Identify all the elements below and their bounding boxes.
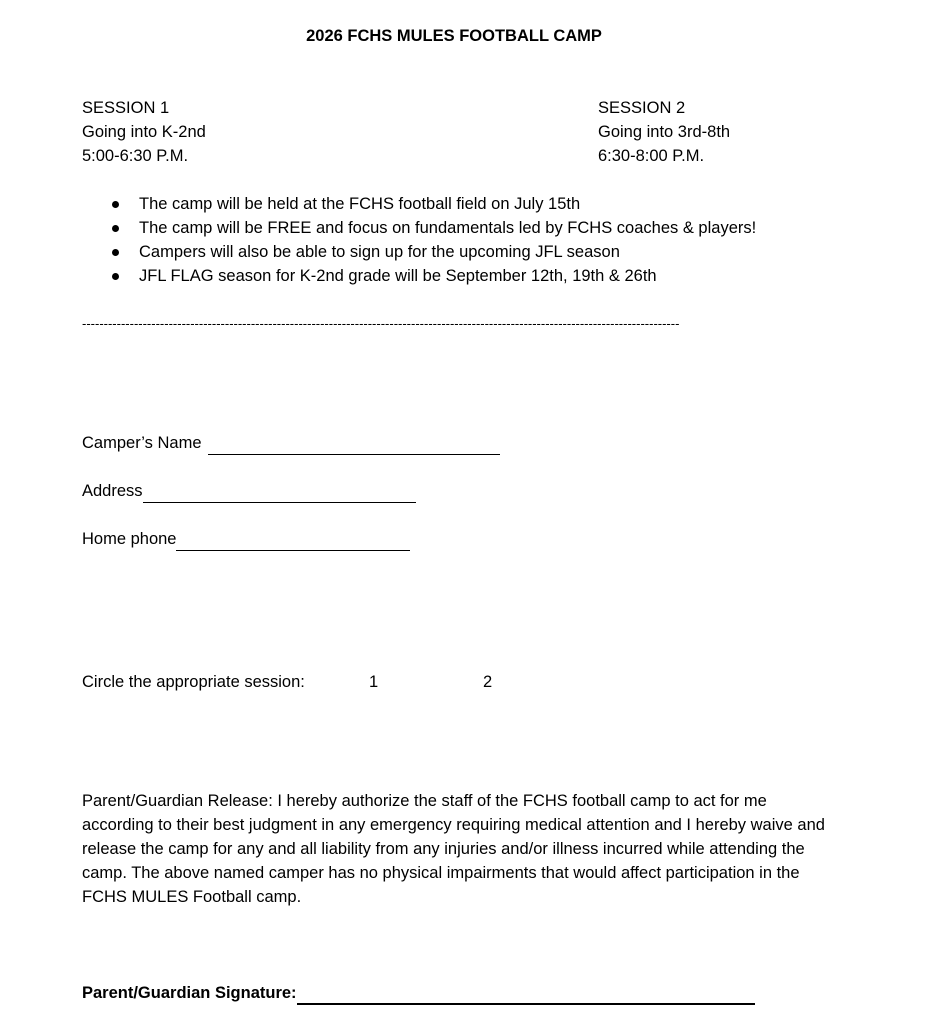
camper-name-label: Camper’s Name <box>82 434 202 452</box>
signature-label: Parent/Guardian Signature: <box>82 984 297 1002</box>
bullet-icon <box>112 225 119 232</box>
session-2-label: SESSION 2 <box>598 99 686 117</box>
session-2-grades: Going into 3rd-8th <box>598 123 731 141</box>
session-1-time: 5:00-6:30 P.M. <box>82 147 189 165</box>
session-1-info <box>82 96 206 168</box>
list-item: The camp will be held at the FCHS football field on July 15th <box>110 192 756 216</box>
session-2-info <box>598 96 730 168</box>
page-title: 2026 FCHS MULES FOOTBALL CAMP <box>306 27 602 45</box>
session-choice-row <box>82 670 682 694</box>
session-option-1[interactable]: 1 <box>369 673 379 691</box>
home-phone-blank[interactable] <box>176 531 410 551</box>
bullet-icon <box>112 201 119 208</box>
camper-name-blank[interactable] <box>208 435 500 455</box>
list-item: JFL FLAG season for K-2nd grade will be September 12th, 19th & 26th <box>110 264 756 288</box>
camper-name-field[interactable] <box>82 431 500 455</box>
session-option-2[interactable]: 2 <box>483 673 493 691</box>
signature-blank[interactable] <box>297 984 755 1005</box>
cut-line-divider: ------------------------------------------------------------------------------------------------------------------------------------------ <box>82 316 680 331</box>
address-blank[interactable] <box>143 483 416 503</box>
bullet-icon <box>112 249 119 256</box>
session-choice-label: Circle the appropriate session: <box>82 673 305 691</box>
home-phone-field[interactable] <box>82 527 410 551</box>
list-item: The camp will be FREE and focus on fundamentals led by FCHS coaches & players! <box>110 216 756 240</box>
session-1-grades: Going into K-2nd <box>82 123 206 141</box>
address-label: Address <box>82 482 143 500</box>
list-item: Campers will also be able to sign up for the upcoming JFL season <box>110 240 756 264</box>
parent-release-text: Parent/Guardian Release: I hereby authorize the staff of the FCHS football camp to act for me according to their best judgment in any emergency requiring medical attention and I hereby waive and release the camp for any and all liability from any injuries and/or illness incurred while attending the camp. The above named camper has no physical impairments that would affect participation in the FCHS MULES Football camp. <box>82 792 825 906</box>
home-phone-label: Home phone <box>82 530 177 548</box>
address-field[interactable] <box>82 479 416 503</box>
camp-details-list <box>110 192 756 288</box>
session-2-time: 6:30-8:00 P.M. <box>598 147 705 165</box>
parent-signature-field[interactable] <box>82 981 755 1005</box>
bullet-icon <box>112 273 119 280</box>
session-1-label: SESSION 1 <box>82 99 170 117</box>
